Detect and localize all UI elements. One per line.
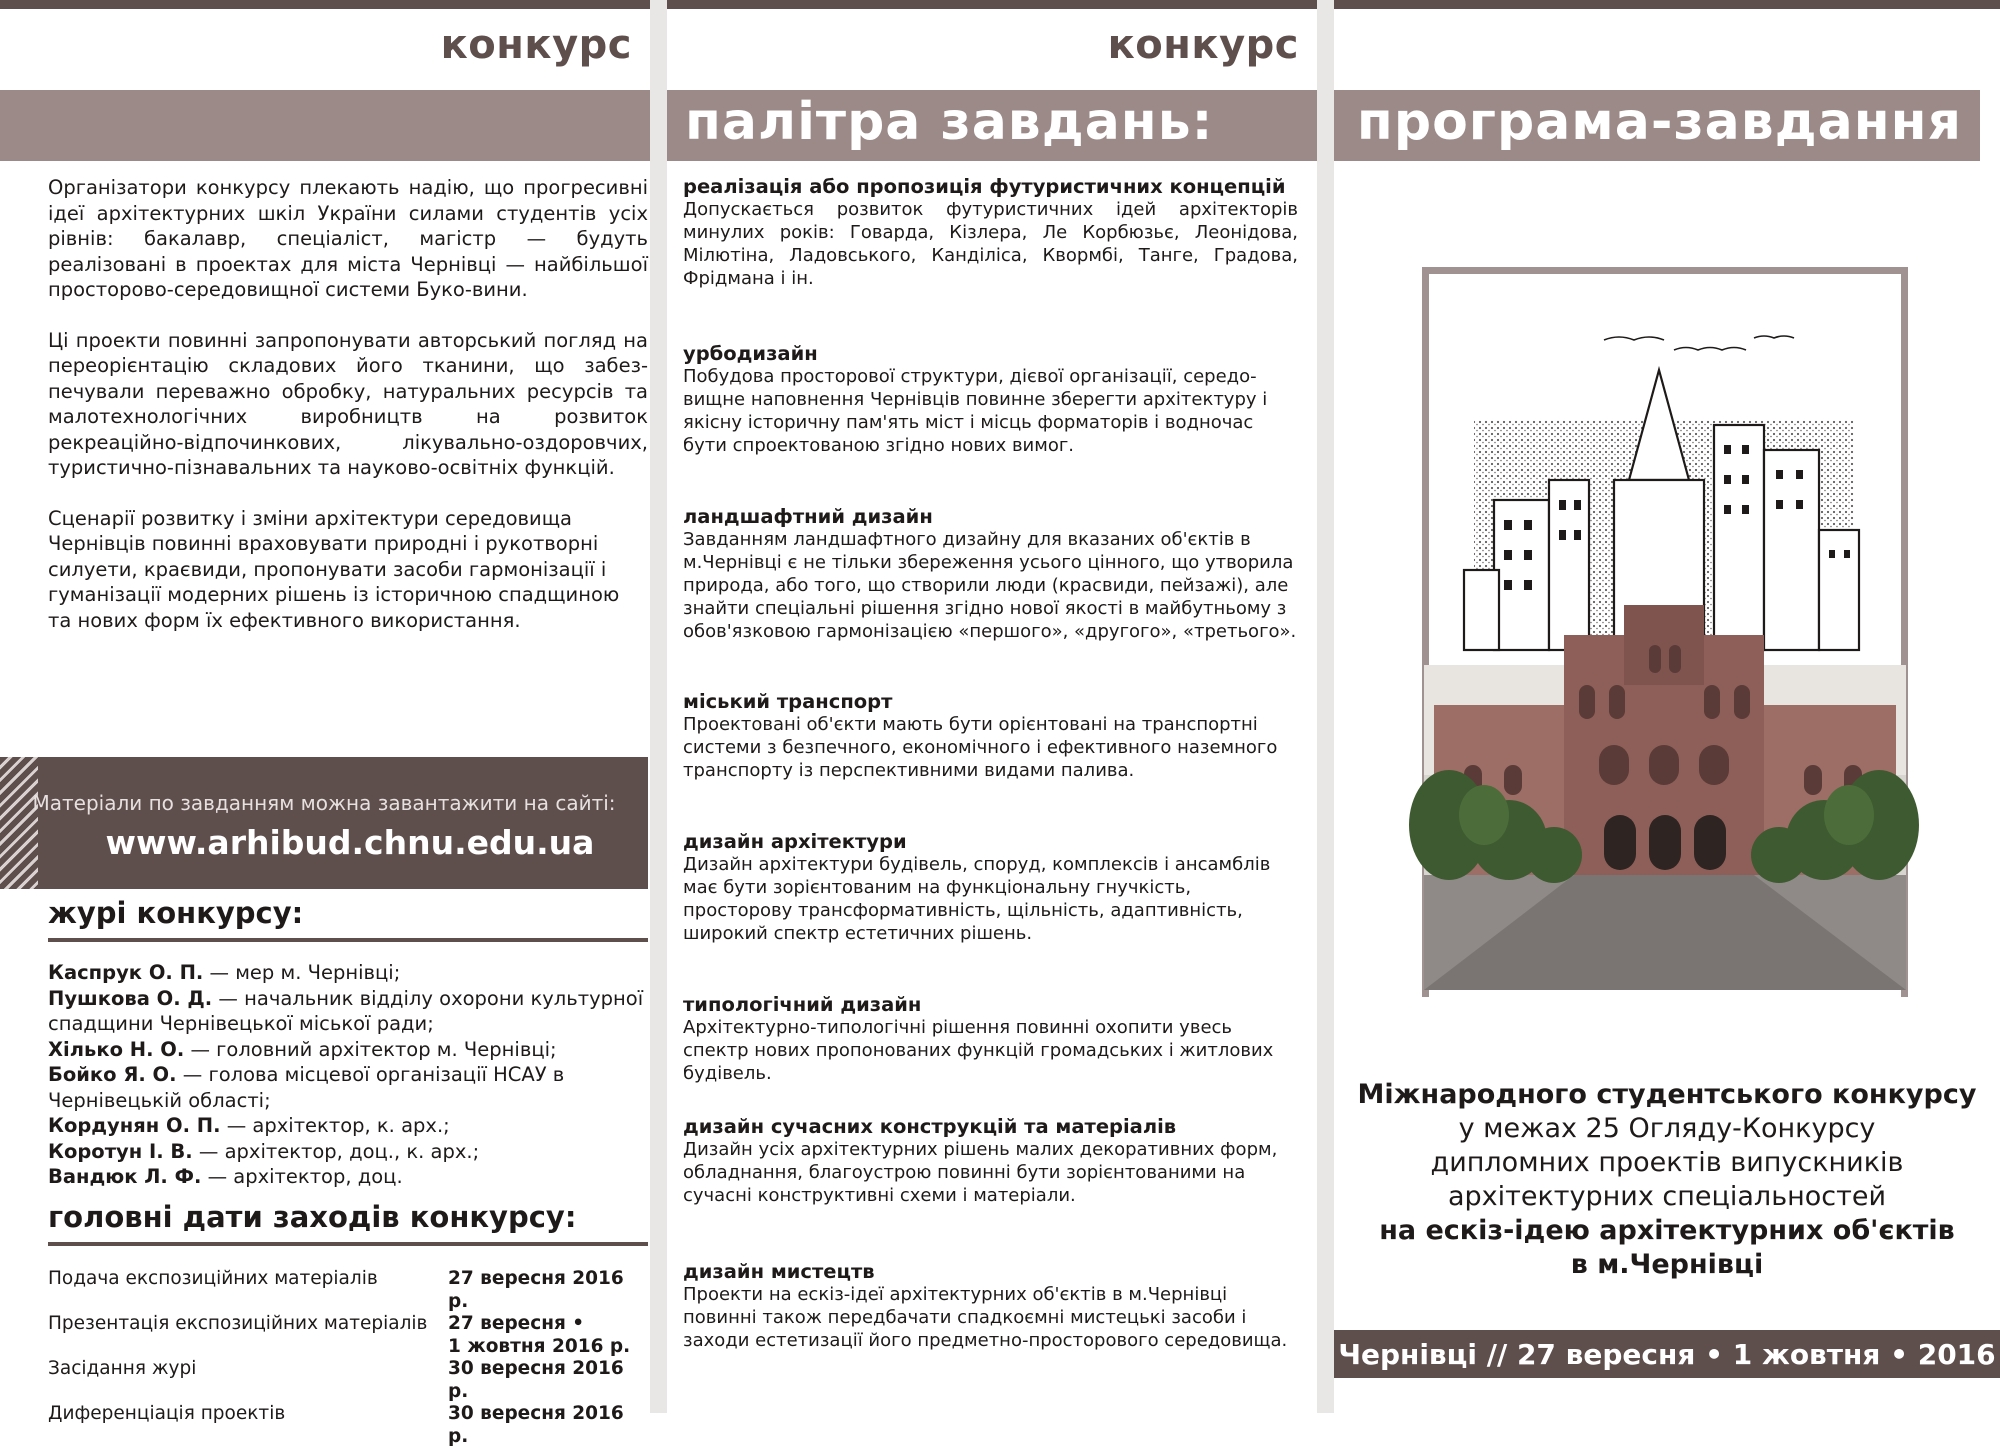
top-bar	[1334, 0, 2000, 9]
left-panel	[0, 0, 650, 1447]
middle-panel	[667, 0, 1317, 1413]
task-text: Дизайн усіх архітектурних рішень малих декоративних форм, обладнання, благоустрою повинні бути зорієнтованими на сучасні конструктивні схеми і матеріали.	[683, 1139, 1278, 1206]
program-title	[1334, 1078, 2000, 1282]
date-label: Подача експозиційних матеріалів	[48, 1268, 378, 1289]
task-text: Проекти на ескіз-ідеї архітектурних об'єктів в м.Чернівці повинні також передбачати спадкоємні мистецькі засоби і заходи естетизації його предметно-просторового середовища.	[683, 1284, 1288, 1351]
program-title-line: на ескіз-ідею архітектурних об'єктів	[1379, 1215, 1955, 1246]
date-label: Засідання журі	[48, 1358, 197, 1379]
date-label	[48, 1336, 448, 1359]
dates-title: головні дати заходів конкурсу:	[48, 1200, 577, 1234]
right-panel	[1334, 0, 2000, 1413]
task-title: дизайн мистецтв	[683, 1260, 875, 1283]
date-row	[48, 1358, 648, 1403]
task-title: дизайн сучасних конструкцій та матеріалів	[683, 1115, 1177, 1138]
program-title-line: дипломних проектів випускників	[1430, 1147, 1904, 1178]
university-building-photo	[1424, 665, 1906, 990]
jury-role: — головний архітектор м. Чернівці;	[184, 1037, 557, 1061]
task-item	[683, 1115, 1298, 1207]
section-rule	[48, 938, 648, 942]
website-label: Матеріали по завданням можна завантажити на сайті:	[32, 791, 616, 815]
intro-text	[48, 175, 648, 658]
title-band	[1334, 90, 1980, 161]
jury-member	[48, 1037, 648, 1063]
task-item	[683, 993, 1298, 1085]
program-title-line: Міжнародного студентського конкурсу	[1357, 1079, 1977, 1110]
website-link[interactable]: www.arhibud.chnu.edu.ua	[105, 823, 595, 862]
task-title: міський транспорт	[683, 690, 893, 713]
jury-member	[48, 986, 648, 1037]
task-item	[683, 830, 1298, 945]
jury-member	[48, 1139, 648, 1165]
program-title-line: у межах 25 Огляду-Конкурсу	[1458, 1113, 1876, 1144]
website-box	[0, 757, 648, 889]
jury-member	[48, 1062, 648, 1113]
task-text: Допускається розвиток футуристичних ідей архітекторів минулих років: Говарда, Кізлера, Ле Корбюзьє, Леонідова, Мілютіна, Ладовського, Канділіса, Квормбі, Танге, Градова, Фрідмана і ін.	[683, 199, 1298, 289]
jury-role: — мер м. Чернівці;	[203, 961, 401, 984]
jury-member	[48, 1113, 648, 1139]
jury-name: Пушкова О. Д.	[48, 986, 213, 1010]
task-title: ландшафтний дизайн	[683, 505, 933, 528]
section-rule	[48, 1242, 648, 1246]
jury-name: Коротун І. В.	[48, 1139, 193, 1163]
task-text: Проектовані об'єкти мають бути орієнтовані на транспортні системи з безпечного, економічного і ефективного наземного транспорту із перспективними видами палива.	[683, 714, 1278, 781]
band-title: палітра завдань:	[685, 92, 1214, 152]
date-value: 30 вересня 2016 р.	[448, 1403, 624, 1447]
intro-paragraph: Організатори конкурсу плекають надію, що прогресивні ідеї архітектурних шкіл України силами студентів усіх рівнів: бакалавр, спеціаліст, магістр — будуть реалізовані в проектах для міста Чернівці — найбільшої просторово-середовищної системи Буко-вини.	[48, 176, 648, 301]
task-title: урбодизайн	[683, 342, 818, 365]
jury-name: Бойко Я. О.	[48, 1063, 177, 1086]
jury-name: Кордунян О. П.	[48, 1114, 221, 1137]
date-label: Диференціація проектів	[48, 1403, 286, 1424]
date-value: 27 вересня 2016 р.	[448, 1268, 624, 1312]
jury-role: — голова місцевої організації НСАУ в Чернівецькій області;	[48, 1063, 565, 1112]
program-title-line: архітектурних спеціальностей	[1447, 1181, 1887, 1212]
date-value: 27 вересня •	[448, 1313, 585, 1334]
task-title: типологічний дизайн	[683, 993, 922, 1016]
jury-name: Каспрук О. П.	[48, 961, 204, 984]
band-title: програма-завдання	[1356, 92, 1962, 152]
jury-name: Вандюк Л. Ф.	[48, 1165, 202, 1188]
task-item	[683, 175, 1298, 290]
intro-paragraph: Ці проекти повинні запропонувати авторський погляд на переорієнтацію складових його тканини, що забез-печували переважно обробку, натуральних ресурсів та малотехнологічних виробництв на розвиток рекреаційно-відпочинкових, лікувально-оздоровчих, туристично-пізнавальних та науково-освітніх функцій.	[48, 328, 648, 479]
date-row	[48, 1268, 648, 1313]
date-row	[48, 1403, 648, 1448]
task-item	[683, 1260, 1298, 1352]
dates-list	[48, 1268, 648, 1448]
jury-member	[48, 960, 648, 986]
panel-header: конкурс	[1107, 22, 1299, 68]
program-title-line: в м.Чернівці	[1570, 1249, 1764, 1280]
date-value: 1 жовтня 2016 р.	[448, 1335, 631, 1357]
footer-date: Чернівці // 27 вересня • 1 жовтня • 2016	[1338, 1338, 1996, 1371]
task-item	[683, 690, 1298, 782]
task-item	[683, 505, 1298, 643]
date-row	[48, 1336, 648, 1359]
jury-member	[48, 1164, 648, 1190]
date-label: Презентація експозиційних матеріалів	[48, 1313, 428, 1334]
task-item	[683, 342, 1298, 457]
jury-list	[48, 960, 648, 1190]
top-bar	[667, 0, 1317, 9]
task-text: Архітектурно-типологічні рішення повинні охопити увесь спектр нових пропонованих функцій громадських і житлових будівель.	[683, 1017, 1274, 1084]
task-text: Дизайн архітектури будівель, споруд, комплексів і ансамблів має бути зорієнтованим на функціональну гнучкість, просторову трансформативність, щільність, адаптивність, широкий спектр естетичних рішень.	[683, 854, 1271, 944]
jury-name: Хілько Н. О.	[48, 1037, 185, 1061]
jury-role: — начальник відділу охорони культурної спадщини Чернівецької міської ради;	[48, 986, 644, 1035]
task-title: реалізація або пропозиція футуристичних концепцій	[683, 175, 1286, 198]
top-bar	[0, 0, 650, 9]
jury-role: — архітектор, доц., к. арх.;	[192, 1139, 480, 1163]
fold-gutter	[1317, 0, 1334, 1413]
jury-role: — архітектор, доц.	[201, 1165, 403, 1188]
task-title: дизайн архітектури	[683, 830, 907, 853]
title-band	[0, 90, 650, 161]
date-row	[48, 1313, 648, 1336]
panel-header: конкурс	[440, 22, 632, 68]
jury-title: журі конкурсу:	[48, 896, 304, 930]
jury-role: — архітектор, к. арх.;	[220, 1114, 450, 1137]
title-band	[667, 90, 1317, 161]
fold-gutter	[650, 0, 667, 1413]
task-text: Побудова просторової структури, дієвої організації, середо-вищне наповнення Чернівців повинне зберегти архітектуру і якісну історичну пам'ять міст і місць форматорів і водночас бути спроектованою згідно нових вимог.	[683, 366, 1268, 456]
task-text: Завданням ландшафтного дизайну для вказаних об'єктів в м.Чернівці є не тільки збереження усього цінного, що утворила природа, або того, що створили люди (красвиди, пейзажі), але знайти спеціальні рішення згідно нової якості в майбутньому з обов'язковою гармонізацією «першого», «другого», «третього».	[683, 529, 1297, 642]
date-value: 30 вересня 2016 р.	[448, 1358, 624, 1402]
intro-paragraph: Сценарії розвитку і зміни архітектури середовища Чернівців повинні враховувати природні і рукотворні силуети, краєвиди, пропонувати засоби гармонізації і гуманізації модерних рішень із історичною спадщиною та нових форм їх ефективного використання.	[48, 506, 620, 632]
